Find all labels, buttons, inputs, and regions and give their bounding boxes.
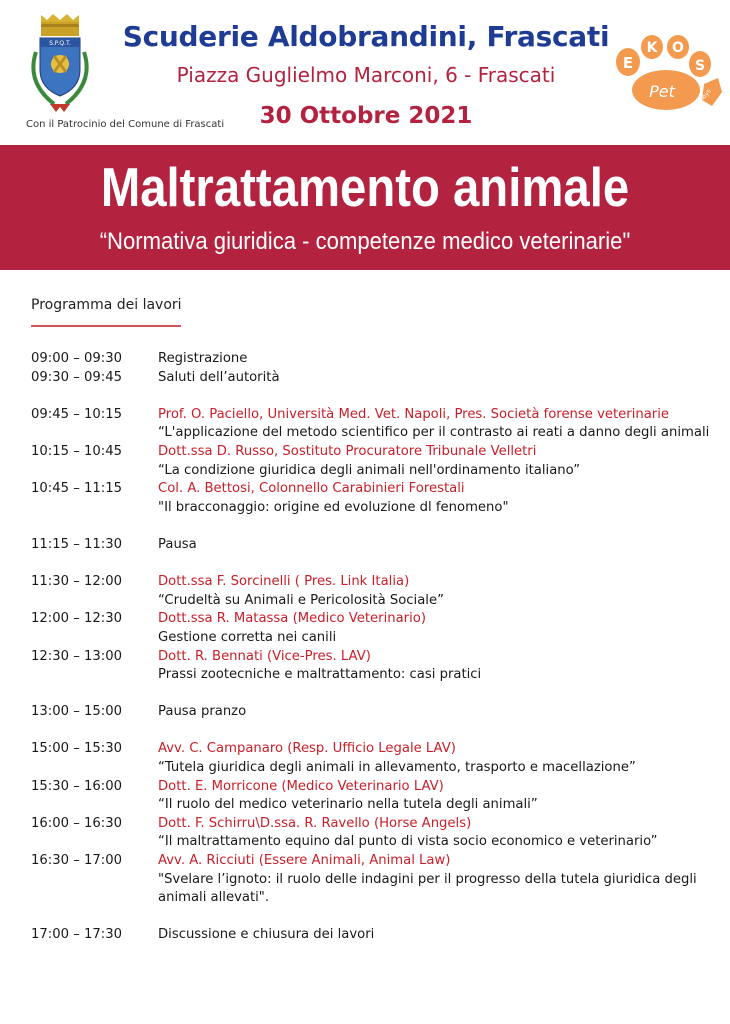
- venue-title: Scuderie Aldobrandini, Frascati: [122, 20, 610, 53]
- schedule-row: [31, 852, 721, 908]
- session-time: 16:00 – 16:30: [31, 815, 122, 831]
- session-title: “La condizione giuridica degli animali nell'ordinamento italiano”: [158, 462, 581, 478]
- session-time: 13:00 – 15:00: [31, 704, 122, 720]
- session-time: 10:15 – 10:45: [31, 443, 122, 459]
- session-time: 12:00 – 12:30: [31, 611, 122, 627]
- session-speaker: Dott.ssa R. Matassa (Medico Veterinario): [158, 611, 426, 627]
- logo-word: Pet: [649, 82, 675, 101]
- session-time: 15:30 – 16:00: [31, 778, 122, 794]
- session-time: 09:00 – 09:30: [31, 351, 122, 366]
- program-heading: Programma dei lavori: [31, 297, 182, 313]
- session-time: 17:00 – 17:30: [31, 927, 122, 943]
- frascati-crest-icon: [24, 12, 96, 117]
- session-time: 09:45 – 10:15: [31, 406, 122, 422]
- schedule-row: [31, 648, 721, 685]
- schedule-row: [31, 573, 721, 610]
- schedule-row: [31, 536, 721, 555]
- session-title: Pausa: [158, 536, 197, 552]
- logo-letter-e: E: [622, 54, 634, 72]
- event-title: Maltrattamento animale: [100, 156, 630, 218]
- schedule-row: [31, 815, 721, 852]
- session-speaker: Col. A. Bettosi, Colonnello Carabinieri Forestali: [158, 481, 465, 497]
- session-title: “Il ruolo del medico veterinario nella tutela degli animali”: [158, 797, 538, 813]
- session-title: Gestione corretta nei canili: [158, 629, 337, 645]
- schedule-row: [31, 610, 721, 647]
- crest-text: S.P.Q.T.: [49, 40, 71, 47]
- session-time: 11:30 – 12:00: [31, 574, 122, 590]
- session-title: "Il bracconaggio: origine ed evoluzione dl fenomeno": [158, 499, 509, 515]
- venue-address: Piazza Guglielmo Marconi, 6 - Frascati: [176, 63, 556, 87]
- logo-letter-s: S: [694, 58, 706, 74]
- schedule-row: [31, 703, 721, 722]
- schedule-row: [31, 443, 721, 480]
- schedule-row: [31, 406, 721, 443]
- schedule-row: [31, 778, 721, 815]
- program-schedule: [31, 350, 721, 945]
- session-title: Discussione e chiusura dei lavori: [158, 927, 375, 943]
- logo-word2: Toys: [698, 87, 713, 103]
- session-time: 11:15 – 11:30: [31, 536, 122, 552]
- session-title: Saluti dell’autorità: [158, 369, 280, 385]
- session-time: 09:30 – 09:45: [31, 369, 122, 385]
- patronage-note: Con il Patrocinio del Comune di Frascati: [26, 119, 225, 130]
- session-title: Registrazione: [158, 351, 248, 366]
- session-time: 12:30 – 13:00: [31, 648, 122, 664]
- session-speaker: Dott. E. Morricone (Medico Veterinario LAV): [158, 778, 444, 794]
- session-title: “Il maltrattamento equino dal punto di vista socio economico e veterinario”: [158, 834, 658, 850]
- session-speaker: Dott. F. Schirru\D.ssa. R. Ravello (Horse Angels): [158, 815, 472, 831]
- schedule-row: [31, 480, 721, 517]
- session-speaker: Prof. O. Paciello, Università Med. Vet. Napoli, Pres. Società forense veterinarie: [158, 406, 670, 422]
- schedule-row: [31, 740, 721, 777]
- logo-letter-k: K: [646, 40, 658, 56]
- session-title: “L'applicazione del metodo scientifico per il contrasto ai reati a danno degli animali: [158, 425, 710, 441]
- logo-letter-o: O: [672, 40, 684, 56]
- header: [0, 0, 730, 145]
- schedule-row: [31, 926, 721, 945]
- session-title: “Crudeltà su Animali e Pericolosità Sociale”: [158, 592, 444, 608]
- program-heading-underline: [31, 325, 181, 327]
- schedule-row: [31, 350, 721, 369]
- session-speaker: Dott.ssa F. Sorcinelli ( Pres. Link Italia): [158, 574, 410, 590]
- session-title: “Tutela giuridica degli animali in allevamento, trasporto e macellazione”: [158, 760, 636, 776]
- session-time: 10:45 – 11:15: [31, 481, 122, 497]
- session-title: Pausa pranzo: [158, 704, 247, 720]
- session-time: 16:30 – 17:00: [31, 853, 122, 869]
- session-speaker: Dott. R. Bennati (Vice-Pres. LAV): [158, 648, 371, 664]
- ekos-pet-toys-logo: [614, 34, 726, 114]
- session-title: "Svelare l’ignoto: il ruolo delle indagini per il progresso della tutela giuridica degli animali allevati".: [158, 871, 697, 906]
- session-title: Prassi zootecniche e maltrattamento: casi pratici: [158, 667, 482, 683]
- event-subtitle: “Normativa giuridica - competenze medico veterinarie": [99, 228, 631, 255]
- session-speaker: Avv. A. Ricciuti (Essere Animali, Animal Law): [158, 853, 451, 869]
- session-time: 15:00 – 15:30: [31, 741, 122, 757]
- session-speaker: Dott.ssa D. Russo, Sostituto Procuratore Tribunale Velletri: [158, 443, 537, 459]
- title-banner: [0, 145, 730, 270]
- session-speaker: Avv. C. Campanaro (Resp. Ufficio Legale LAV): [158, 741, 456, 757]
- schedule-row: [31, 369, 721, 388]
- event-date: 30 Ottobre 2021: [259, 103, 473, 129]
